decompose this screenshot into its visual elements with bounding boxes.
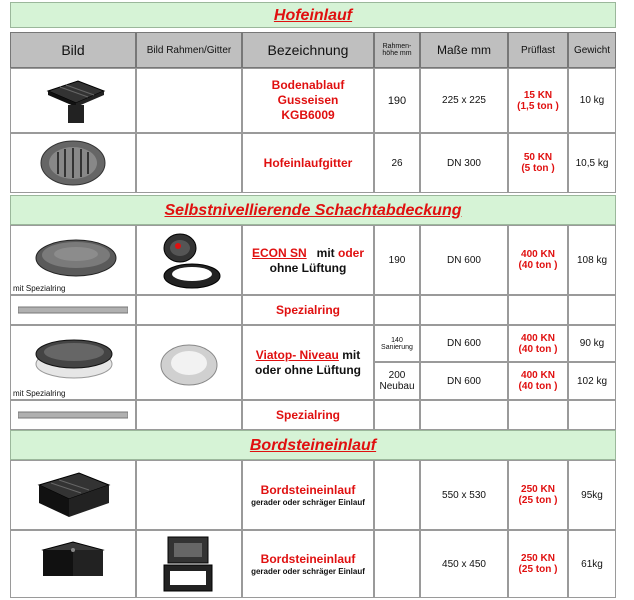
header-masse: Maße mm (420, 32, 508, 68)
row5a-hoehe: 140 Sanierung (374, 325, 420, 362)
row4-gewicht (568, 295, 616, 325)
row1-image (10, 68, 136, 133)
row5b-hoehe: 200 Neubau (374, 362, 420, 400)
header-bezeichnung: Bezeichnung (242, 32, 374, 68)
row1-hoehe: 190 (374, 68, 420, 133)
header-hoehe: Rahmen- höhe mm (374, 32, 420, 68)
row3-rahmen (136, 225, 242, 295)
row1-masse: 225 x 225 (420, 68, 508, 133)
row2-gewicht: 10,5 kg (568, 133, 616, 193)
row1-bezeichnung: Bodenablauf Gusseisen KGB6009 (242, 68, 374, 133)
row4-pruef (508, 295, 568, 325)
manhole-cover-image (28, 232, 118, 284)
row5b-masse: DN 600 (420, 362, 508, 400)
row6-bezeichnung: Spezialring (242, 400, 374, 430)
row5a-pruef: 400 KN (40 ton ) (508, 325, 568, 362)
row3-image (10, 225, 136, 295)
header-rahmen: Bild Rahmen/Gitter (136, 32, 242, 68)
row4-rahmen (136, 295, 242, 325)
row2-image (10, 133, 136, 193)
row4-masse (420, 295, 508, 325)
row7-bezeichnung: Bordsteineinlauf gerader oder schräger Einlauf (242, 460, 374, 530)
row2-pruef: 50 KN (5 ton ) (508, 133, 568, 193)
row3-caption: mit Spezialring (13, 284, 66, 293)
row3-bezeichnung: ECON SN mit oder ohne Lüftung (242, 225, 374, 295)
frame-image (154, 228, 224, 292)
row8-gewicht: 61kg (568, 530, 616, 598)
row5-caption: mit Spezialring (13, 389, 66, 398)
row7-rahmen (136, 460, 242, 530)
row6-gewicht (568, 400, 616, 430)
row5-image (10, 325, 136, 400)
row8-masse: 450 x 450 (420, 530, 508, 598)
row8-image (10, 530, 136, 598)
row2-rahmen (136, 133, 242, 193)
row4-image (10, 295, 136, 325)
manhole-cover-niveau-image (28, 330, 118, 386)
row5b-gewicht: 102 kg (568, 362, 616, 400)
row6-rahmen (136, 400, 242, 430)
section-schachtabdeckung: Selbstnivellierende Schachtabdeckung (10, 195, 616, 225)
curb-inlet-image (33, 465, 113, 525)
section-hofeinlauf: Hofeinlauf (10, 2, 616, 28)
row1-rahmen (136, 68, 242, 133)
row7-gewicht: 95kg (568, 460, 616, 530)
curb-inlet-small-image (33, 534, 113, 594)
grate-image (38, 138, 108, 188)
row3-masse: DN 600 (420, 225, 508, 295)
floor-drain-image (38, 77, 108, 125)
header-gewicht: Gewicht (568, 32, 616, 68)
row6-pruef (508, 400, 568, 430)
row7-image (10, 460, 136, 530)
row3-pruef: 400 KN (40 ton ) (508, 225, 568, 295)
row5a-masse: DN 600 (420, 325, 508, 362)
row7-hoehe (374, 460, 420, 530)
section-bordsteineinlauf: Bordsteineinlauf (10, 430, 616, 460)
header-bild: Bild (10, 32, 136, 68)
row5b-pruef: 400 KN (40 ton ) (508, 362, 568, 400)
row6-image (10, 400, 136, 430)
ring-image (18, 305, 128, 315)
row2-masse: DN 300 (420, 133, 508, 193)
row8-rahmen (136, 530, 242, 598)
ring-image (18, 410, 128, 420)
row2-hoehe: 26 (374, 133, 420, 193)
row5-rahmen (136, 325, 242, 400)
row7-masse: 550 x 530 (420, 460, 508, 530)
row1-gewicht: 10 kg (568, 68, 616, 133)
row8-pruef: 250 KN (25 ton ) (508, 530, 568, 598)
row6-masse (420, 400, 508, 430)
row8-bezeichnung: Bordsteineinlauf gerader oder schräger Einlauf (242, 530, 374, 598)
row3-hoehe: 190 (374, 225, 420, 295)
row5-bezeichnung: Viatop- Niveau mit oder ohne Lüftung (242, 325, 374, 400)
row8-hoehe (374, 530, 420, 598)
row2-bezeichnung: Hofeinlaufgitter (242, 133, 374, 193)
row5a-gewicht: 90 kg (568, 325, 616, 362)
frame-niveau-image (154, 335, 224, 391)
row4-bezeichnung: Spezialring (242, 295, 374, 325)
row7-pruef: 250 KN (25 ton ) (508, 460, 568, 530)
row3-gewicht: 108 kg (568, 225, 616, 295)
header-pruef: Prüflast (508, 32, 568, 68)
row1-pruef: 15 KN (1,5 ton ) (508, 68, 568, 133)
row4-hoehe (374, 295, 420, 325)
row6-hoehe (374, 400, 420, 430)
frame-box-image (154, 533, 224, 595)
